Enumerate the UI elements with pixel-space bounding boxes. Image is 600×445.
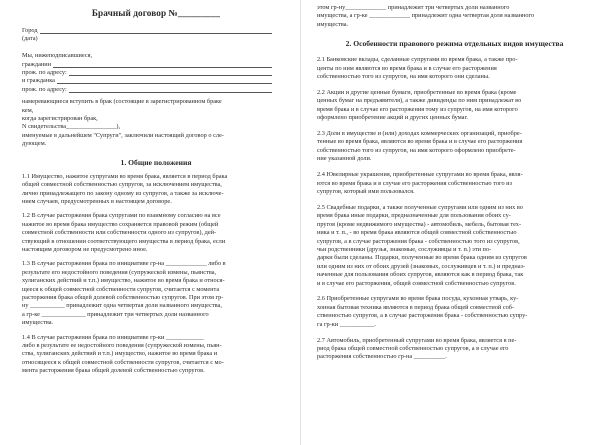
text-line: супругов, а в случае расторжения брака - собственностью того из супругов, bbox=[317, 237, 520, 245]
field-label: гражданин bbox=[22, 60, 51, 68]
text-line: а гр-ке ______________ принадлежит три четвертых доли названного bbox=[22, 310, 209, 318]
text-line: результате его недостойного поведения (супружеской измены, пьянства, bbox=[22, 268, 217, 276]
text-line: ну ___________ принадлежит одна четвертая доли названного имущества, bbox=[22, 302, 222, 310]
text-line: 2.3 Доли в имуществе и (или) доходах коммерческих организаций, приобре- bbox=[317, 130, 522, 138]
paragraph bbox=[22, 173, 290, 207]
section-2-paragraphs bbox=[317, 56, 592, 362]
text-line: именуемые в дальнейшем "Супруги", заключили настоящий договор о сле- bbox=[22, 131, 224, 139]
text-line: щееся к общей совместной собственности супругов, считается с момента bbox=[22, 285, 220, 293]
paragraph bbox=[317, 89, 592, 123]
text-line: пругов (кроме недвижимого имущества) - автомобиль, мебель, бытовая тех- bbox=[317, 220, 522, 228]
text-line: время брака иные подарки, предназначенные для пользования обоих су- bbox=[317, 212, 511, 220]
text-line: 1.1 Имущество, нажитое супругами во время брака, является в период брака bbox=[22, 172, 228, 180]
paragraph bbox=[317, 56, 592, 81]
text-line: 2.7 Автомобиль, приобретенный супругами во время брака, является в пе- bbox=[317, 336, 517, 344]
text-line: расторжения брака общей долевой собственностью супругов. При этом гр- bbox=[22, 293, 224, 301]
right-page bbox=[300, 0, 600, 445]
text-line: ценных бумаг на предъявителя), а также дивиденды по ним принадлежат во bbox=[317, 97, 522, 105]
document-title: Брачный договор №_________ bbox=[91, 8, 221, 18]
paragraph bbox=[22, 260, 290, 327]
continuation-text bbox=[317, 4, 592, 29]
paragraph bbox=[317, 295, 592, 329]
text-line: либо в результате ее недостойного поведения (супружеской измены, пьян- bbox=[22, 342, 222, 349]
text-line: намеревающиеся вступить в брак (состоящие в зарегистрированном браке bbox=[22, 98, 222, 106]
text-line: когда зарегистрирован брак, bbox=[22, 115, 98, 123]
paragraph bbox=[22, 212, 290, 254]
paragraph bbox=[22, 334, 290, 376]
text-line: или одним из них от обоих друзей (знакомых, сослуживцев и т. п.) и предназ- bbox=[317, 262, 526, 270]
text-line: га гр-ки ___________. bbox=[317, 320, 376, 328]
intro-text bbox=[22, 98, 290, 148]
header-field bbox=[22, 77, 290, 85]
text-line: оформлено приобретение акций и других ценных бумаг. bbox=[317, 114, 468, 122]
text-line: настоящим договором не предусмотрено иное. bbox=[22, 245, 148, 253]
text-line: дующем. bbox=[22, 140, 47, 148]
text-line: 2.4 Ювелирные украшения, приобретенные супругами во время брака, явля- bbox=[317, 171, 523, 179]
text-line: собственностью того из супругов, на имя которого оформлено приобрете- bbox=[317, 146, 516, 154]
text-line: наченные для пользования обоих супругов, являются как в период брака, так bbox=[317, 271, 524, 279]
field-blank-line bbox=[69, 75, 272, 76]
header-line: (дата) bbox=[22, 35, 38, 43]
text-line: чьи родственники (друзья, знакомые, сослуживцы и т. п.) эти по- bbox=[317, 245, 492, 253]
text-line: 1.4 В случае расторжения брака по инициативе гр-ки ____________ bbox=[22, 333, 204, 341]
field-label: прож. по адресу: bbox=[22, 85, 67, 93]
text-line: хонная бытовая техника являются в период брака общей совместной соб- bbox=[317, 303, 515, 311]
text-line: ние указанной доли. bbox=[317, 155, 372, 163]
header-field bbox=[22, 69, 290, 77]
text-line: нажитое во время брака имущество сохраняется правовой режим (общей bbox=[22, 220, 219, 228]
text-line: имущества, а гр-ке _____________ принадлежит одна четвертая доля названного bbox=[317, 12, 535, 20]
field-blank-line bbox=[57, 83, 272, 84]
field-label: Город bbox=[22, 27, 38, 34]
paragraph bbox=[317, 171, 592, 196]
text-line: мента расторжения брака общей долевой собственностью супругов. bbox=[22, 367, 205, 375]
text-line: кем, bbox=[22, 106, 34, 114]
text-line: 2.1 Банковские вклады, сделанные супругами во время брака, а также про- bbox=[317, 56, 518, 64]
text-line: этом гр-ну_____________ принадлежит три четвертых доли названного bbox=[317, 4, 510, 11]
text-line: нием случаев, предусмотренных в настоящем договоре. bbox=[22, 197, 172, 205]
text-line: общей совместной собственностью супругов, за исключением имущества, bbox=[22, 181, 222, 189]
text-line: время брака и в случае его расторжения тому из супругов, на имя которого bbox=[317, 105, 518, 113]
header-field bbox=[22, 61, 290, 69]
text-line: 1.3 В случае расторжения брака по инициативе гр-на _____________ либо в bbox=[22, 260, 226, 268]
paragraph bbox=[317, 130, 592, 164]
text-line: центы по ним являются во время брака и в случае его расторжения bbox=[317, 64, 497, 72]
text-line: супругов, который ими пользовался. bbox=[317, 188, 415, 195]
text-line: и в случае его расторжения, общей совместной собственностью супругов. bbox=[317, 279, 516, 287]
text-line: ствующий в отношении соответствующего имущества в период брака, если bbox=[22, 237, 226, 245]
text-line: ника и т. п., - во время брака являются общей совместной собственностью bbox=[317, 229, 517, 237]
text-line: ются во время брака и в случае его расторжения собственностью того из bbox=[317, 179, 513, 187]
text-line: лично принадлежащего по закону одному из супругов, а также за исключе- bbox=[22, 189, 224, 197]
text-line: совместной собственности или собственности одного из супругов), дей- bbox=[22, 229, 217, 237]
text-line: N свидетельства________________), bbox=[22, 123, 121, 131]
text-line: хулиганских действий и т.п.) имущество, нажитое во время брака и относя- bbox=[22, 277, 225, 285]
text-line: риод брака общей совместной собственностью супругов, а в случае его bbox=[317, 345, 509, 352]
text-line: имущества. bbox=[22, 319, 54, 327]
section-1-paragraphs bbox=[22, 173, 290, 376]
section-1-title: 1. Общие положения bbox=[120, 157, 192, 167]
text-line: расторжения собственностью гр-на __________. bbox=[317, 353, 447, 361]
text-line: имущества. bbox=[317, 20, 349, 28]
header-fields bbox=[22, 27, 290, 94]
text-line: 2.2 Акции и другие ценные бумаги, приобретенные во время брака (кроме bbox=[317, 88, 517, 96]
field-label: и гражданка bbox=[22, 77, 55, 85]
text-line: тенные во время брака, являются во время брака и в случае его расторжения bbox=[317, 138, 523, 146]
text-line: 2.6 Приобретенные супругами во время брака посуда, кухонная утварь, ку- bbox=[317, 295, 519, 303]
text-line: ства, хулиганских действий и т.п.) имущество, нажитое во время брака и bbox=[22, 350, 218, 358]
field-blank-line bbox=[40, 33, 272, 34]
section-2-title: 2. Особенности правового режима отдельных видов имущества bbox=[345, 39, 564, 49]
text-line: 1.2 В случае расторжения брака супругами по взаимному согласию на все bbox=[22, 212, 221, 220]
header-field bbox=[22, 86, 290, 94]
field-blank-line bbox=[53, 67, 272, 68]
paragraph bbox=[317, 204, 592, 288]
header-field bbox=[22, 27, 290, 35]
text-line: собственностью того из супругов, на имя которого они сделаны. bbox=[317, 73, 490, 81]
text-line: относящееся к общей совместной собственности супругов, считается с мо- bbox=[22, 358, 224, 366]
header-line bbox=[22, 44, 290, 52]
paragraph bbox=[317, 337, 592, 362]
text-line: ственностью супругов, а в случае расторжения брака - собственностью супру- bbox=[317, 312, 528, 320]
text-line: 2.5 Свадебные подарки, а также полученные супругами или одним из них во bbox=[317, 203, 523, 211]
field-label: прож. по адресу: bbox=[22, 69, 67, 77]
field-blank-line bbox=[69, 92, 272, 93]
text-line: дарки были сделаны. Подарки, полученные во время брака одним из супругов bbox=[317, 254, 527, 262]
header-line: Мы, нижеподписавшиеся, bbox=[22, 52, 93, 60]
